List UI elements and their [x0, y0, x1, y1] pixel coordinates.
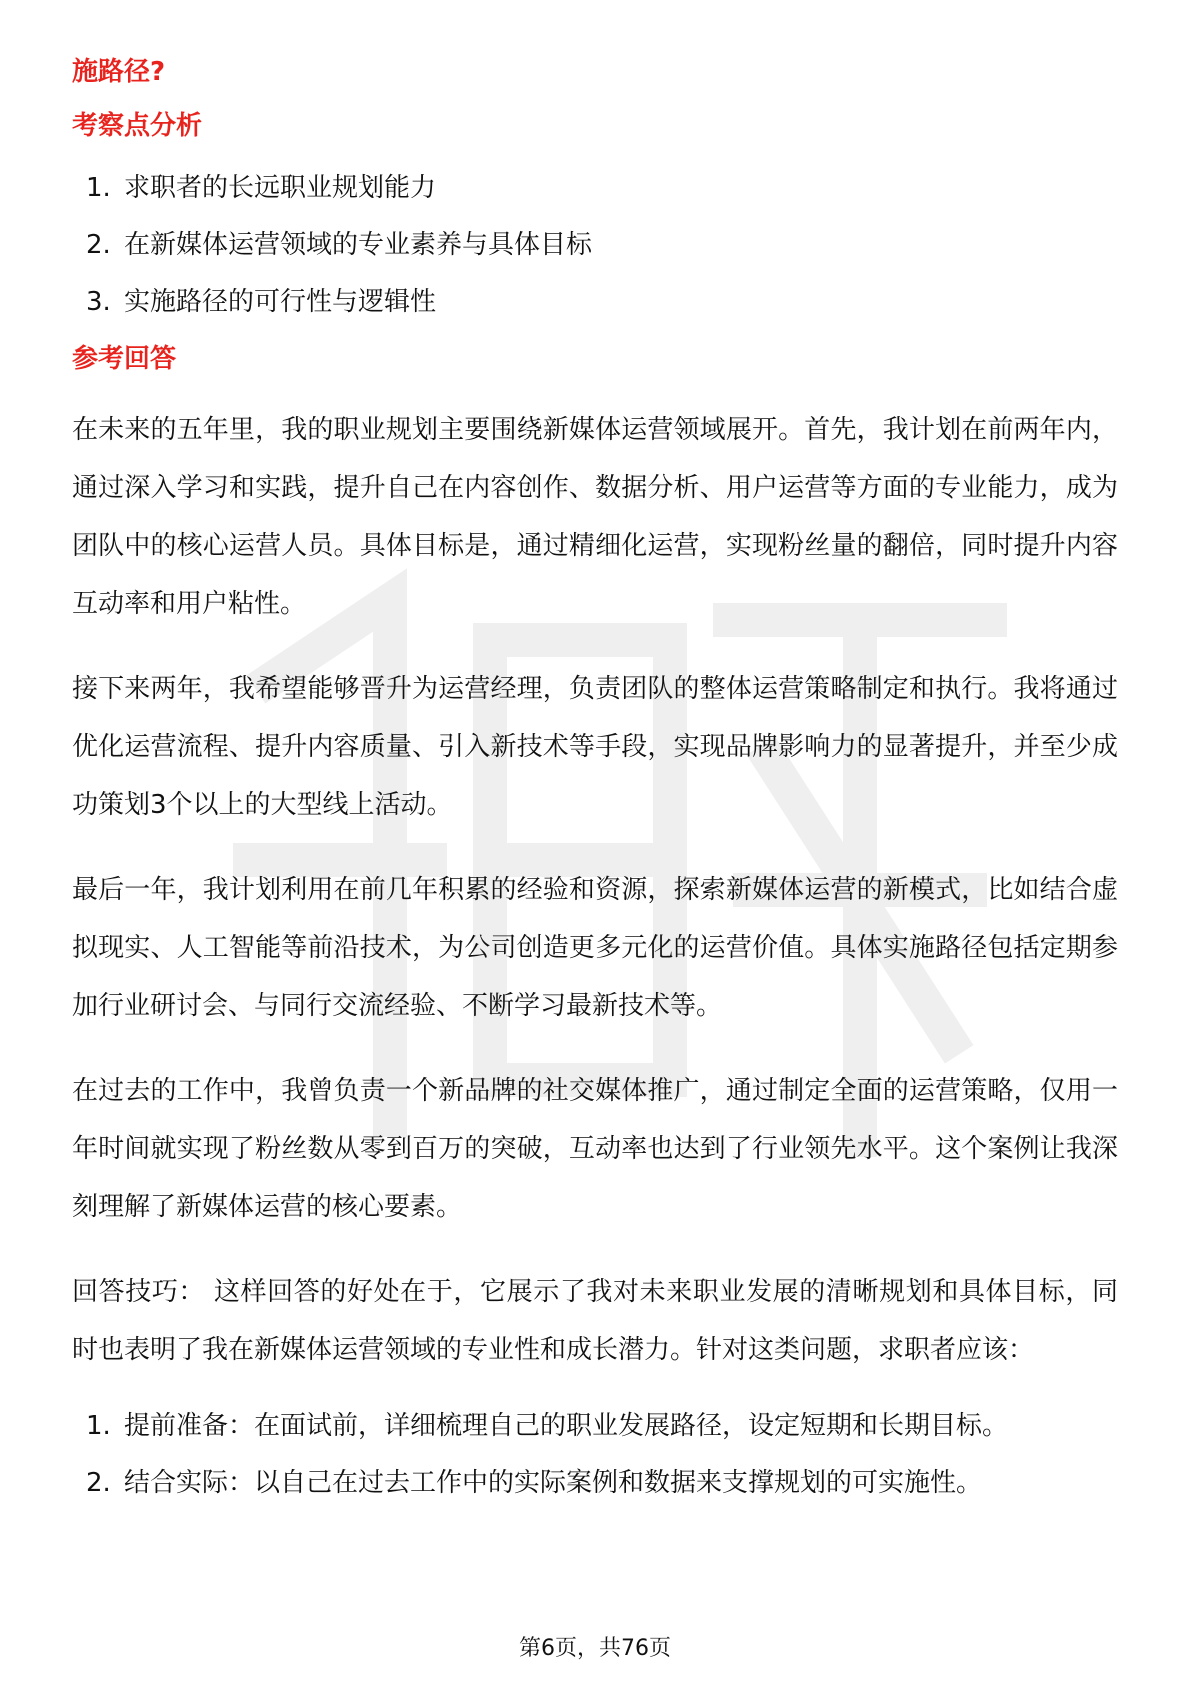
answer-paragraph: 在过去的工作中，我曾负责一个新品牌的社交媒体推广，通过制定全面的运营策略，仅用一年时间就实现了粉丝数从零到百万的突破，互动率也达到了行业领先水平。这个案例让我深刻理解了新媒体运营的核心要素。: [72, 1076, 1118, 1222]
page-content: [72, 52, 1118, 1520]
list-item: [72, 168, 1118, 208]
list-number: 2.: [86, 230, 111, 260]
list-item: [72, 1463, 1118, 1503]
list-number: 1.: [86, 1411, 111, 1441]
list-number: 2.: [86, 1468, 111, 1498]
list-text: 实施路径的可行性与逻辑性: [124, 287, 437, 317]
answer-paragraph: 在未来的五年里，我的职业规划主要围绕新媒体运营领域展开。首先，我计划在前两年内，通过深入学习和实践，提升自己在内容创作、数据分析、用户运营等方面的专业能力，成为团队中的核心运营人员。具体目标是，通过精细化运营，实现粉丝量的翻倍，同时提升内容互动率和用户粘性。: [72, 415, 1118, 619]
list-item: [72, 225, 1118, 265]
answer-heading: 参考回答: [72, 344, 177, 374]
answer-paragraph: 接下来两年，我希望能够晋升为运营经理，负责团队的整体运营策略制定和执行。我将通过优化运营流程、提升内容质量、引入新技术等手段，实现品牌影响力的显著提升，并至少成功策划3个以上的大型线上活动。: [72, 674, 1118, 820]
analysis-heading: 考察点分析: [72, 111, 203, 141]
tips-list: [72, 1406, 1118, 1503]
list-item: [72, 282, 1118, 322]
analysis-list: [72, 168, 1118, 322]
page-number-footer: 第6页，共76页: [519, 1636, 671, 1661]
list-text: 在新媒体运营领域的专业素养与具体目标: [124, 230, 593, 260]
list-item: [72, 1406, 1118, 1446]
list-text: 求职者的长远职业规划能力: [124, 173, 437, 203]
list-text: 结合实际：以自己在过去工作中的实际案例和数据来支撑规划的可实施性。: [124, 1468, 983, 1498]
list-text: 提前准备：在面试前，详细梳理自己的职业发展路径，设定短期和长期目标。: [124, 1411, 1009, 1441]
list-number: 3.: [86, 287, 111, 317]
list-number: 1.: [86, 173, 111, 203]
continued-question-heading: 施路径?: [72, 57, 166, 87]
answer-tips-paragraph: 回答技巧： 这样回答的好处在于，它展示了我对未来职业发展的清晰规划和具体目标，同时也表明了我在新媒体运营领域的专业性和成长潜力。针对这类问题，求职者应该：: [72, 1277, 1118, 1365]
answer-paragraph: 最后一年，我计划利用在前几年积累的经验和资源，探索新媒体运营的新模式，比如结合虚拟现实、人工智能等前沿技术，为公司创造更多元化的运营价值。具体实施路径包括定期参加行业研讨会、与同行交流经验、不断学习最新技术等。: [72, 875, 1118, 1021]
